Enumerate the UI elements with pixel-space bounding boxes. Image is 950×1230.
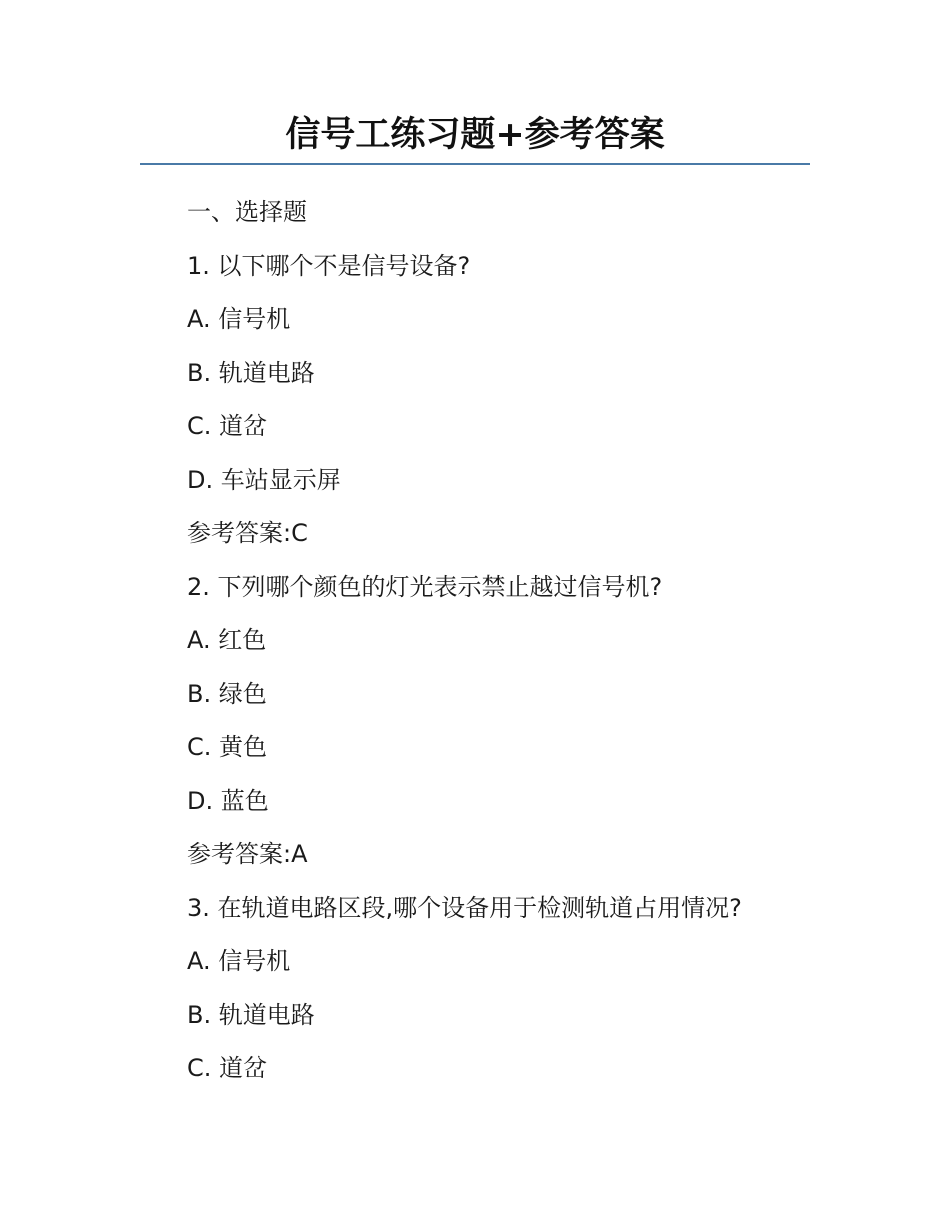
section-heading: 一、选择题 [187, 198, 307, 226]
page-title: 信号工练习题+参考答案 [285, 115, 665, 155]
question-stem: 1. 以下哪个不是信号设备? [187, 251, 471, 280]
document-body [187, 186, 807, 1096]
question-block [187, 561, 807, 882]
question-option: D. 蓝色 [187, 786, 269, 815]
question-option: A. 红色 [187, 626, 267, 654]
question-option: B. 轨道电路 [187, 1000, 315, 1029]
answer-line: 参考答案:A [187, 840, 308, 868]
question-option: D. 车站显示屏 [187, 465, 341, 494]
question-option: A. 信号机 [187, 305, 291, 333]
question-block [187, 882, 807, 1096]
question-option: C. 道岔 [187, 412, 268, 440]
question-stem: 3. 在轨道电路区段,哪个设备用于检测轨道占用情况? [187, 893, 742, 922]
question-option: C. 道岔 [187, 1054, 268, 1082]
answer-line: 参考答案:C [187, 519, 308, 547]
question-option: B. 轨道电路 [187, 358, 315, 387]
question-option: C. 黄色 [187, 733, 268, 761]
question-block [187, 240, 807, 561]
title-divider [140, 163, 810, 165]
question-option: B. 绿色 [187, 679, 267, 708]
question-stem: 2. 下列哪个颜色的灯光表示禁止越过信号机? [187, 572, 663, 601]
question-option: A. 信号机 [187, 947, 291, 975]
